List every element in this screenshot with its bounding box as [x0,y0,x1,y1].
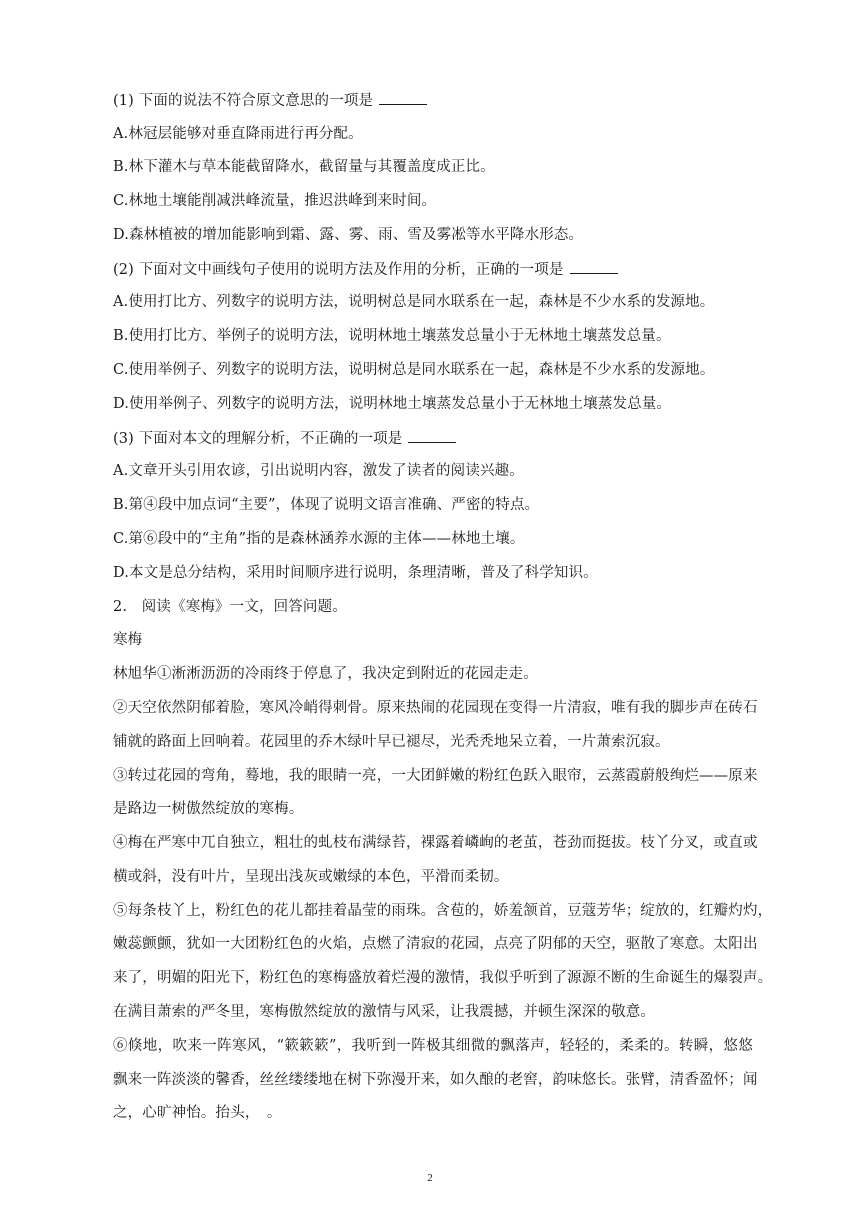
paragraph-3-line-2: 是路边一树傲然绽放的寒梅。 [113,801,304,817]
question-3-option-d: D.本文是总分结构，采用时间顺序进行说明，条理清晰，普及了科学知识。 [113,565,598,581]
paragraph-4-line-1: ④梅在严寒中兀自独立，粗壮的虬枝布满绿苔，裸露着嶙峋的老茧，苍劲而挺拔。枝丫分叉，或直或 [113,835,758,851]
question-1-stem: (1) 下面的说法不符合原文意思的一项是 [113,93,374,109]
page-number: 2 [427,1172,433,1184]
question-1-stem-line [113,90,753,111]
answer-blank-2 [570,259,618,274]
question-2-option-a: A.使用打比方、列数字的说明方法，说明树总是同水联系在一起，森林是不少水系的发源地。 [113,294,715,310]
answer-blank-1 [379,90,427,105]
passage-title: 寒梅 [113,632,143,648]
question-3-option-c: C.第⑥段中的“主角”指的是森林涵养水源的主体——林地土壤。 [113,531,525,547]
paragraph-5-line-2: 嫩蕊颤颤，犹如一大团粉红色的火焰，点燃了清寂的花园，点亮了阴郁的天空，驱散了寒意。太阳出 [113,936,758,952]
paragraph-5-line-1: ⑤每条枝丫上，粉红色的花儿都挂着晶莹的雨珠。含苞的，娇羞颔首，豆蔻芳华；绽放的，红瓣灼灼， [113,903,773,919]
paragraph-2-line-1: ②天空依然阴郁着脸，寒风冷峭得刺骨。原来热闹的花园现在变得一片清寂，唯有我的脚步声在砖石 [113,700,758,716]
question-3-stem: (3) 下面对本文的理解分析，不正确的一项是 [113,431,403,447]
question-1-option-c: C.林地土壤能削减洪峰流量，推迟洪峰到来时间。 [113,193,437,209]
answer-blank-3 [408,428,456,443]
question-1-option-b: B.林下灌木与草本能截留降水，截留量与其覆盖度成正比。 [113,159,495,175]
question-3-stem-line [113,428,753,449]
question-2-stem-line [113,259,753,280]
paragraph-4-line-2: 横或斜，没有叶片，呈现出浅灰或嫩绿的本色，平滑而柔韧。 [113,869,509,885]
paragraph-6-line-3: 之，心旷神怡。抬头， 。 [113,1105,282,1121]
paragraph-5-line-4: 在满目萧索的严冬里，寒梅傲然绽放的激情与风采，让我震撼，并顿生深深的敬意。 [113,1004,656,1020]
question-2-stem: (2) 下面对文中画线句子使用的说明方法及作用的分析，正确的一项是 [113,262,564,278]
question-2-option-d: D.使用举例子、列数字的说明方法，说明林地土壤蒸发总量小于无林地土壤蒸发总量。 [113,396,672,412]
question-3-option-a: A.文章开头引用农谚，引出说明内容，激发了读者的阅读兴趣。 [113,463,524,479]
paragraph-1: 林旭华①淅淅沥沥的冷雨终于停息了，我决定到附近的花园走走。 [113,666,538,682]
paragraph-5-line-3: 来了，明媚的阳光下，粉红色的寒梅盛放着烂漫的激情，我似乎听到了源源不断的生命诞生的爆裂声。 [113,970,773,986]
section-2-heading: 2. 阅读《寒梅》一文，回答问题。 [113,599,347,615]
paragraph-3-line-1: ③转过花园的弯角，蓦地，我的眼睛一亮，一大团鲜嫩的粉红色跃入眼帘，云蒸霞蔚般绚烂——原来 [113,768,758,784]
paragraph-6-line-1: ⑥倏地，吹来一阵寒风，“簌簌簌”，我听到一阵极其细微的飘落声，轻轻的，柔柔的。转瞬，悠悠 [113,1038,753,1054]
question-2-option-b: B.使用打比方、举例子的说明方法，说明林地土壤蒸发总量小于无林地土壤蒸发总量。 [113,328,671,344]
question-1-option-d: D.森林植被的增加能影响到霜、露、雾、雨、雪及雾凇等水平降水形态。 [113,227,584,243]
question-3-option-b: B.第④段中加点词“主要”，体现了说明文语言准确、严密的特点。 [113,497,540,513]
question-2-option-c: C.使用举例子、列数字的说明方法，说明树总是同水联系在一起，森林是不少水系的发源地。 [113,362,715,378]
paragraph-6-line-2: 飘来一阵淡淡的馨香，丝丝缕缕地在树下弥漫开来，如久酿的老窖，韵味悠长。张臂，清香盈怀；闻 [113,1072,758,1088]
question-1-option-a: A.林冠层能够对垂直降雨进行再分配。 [113,126,363,142]
paragraph-2-line-2: 铺就的路面上回响着。花园里的乔木绿叶早已褪尽，光秃秃地呆立着，一片萧索沉寂。 [113,734,670,750]
